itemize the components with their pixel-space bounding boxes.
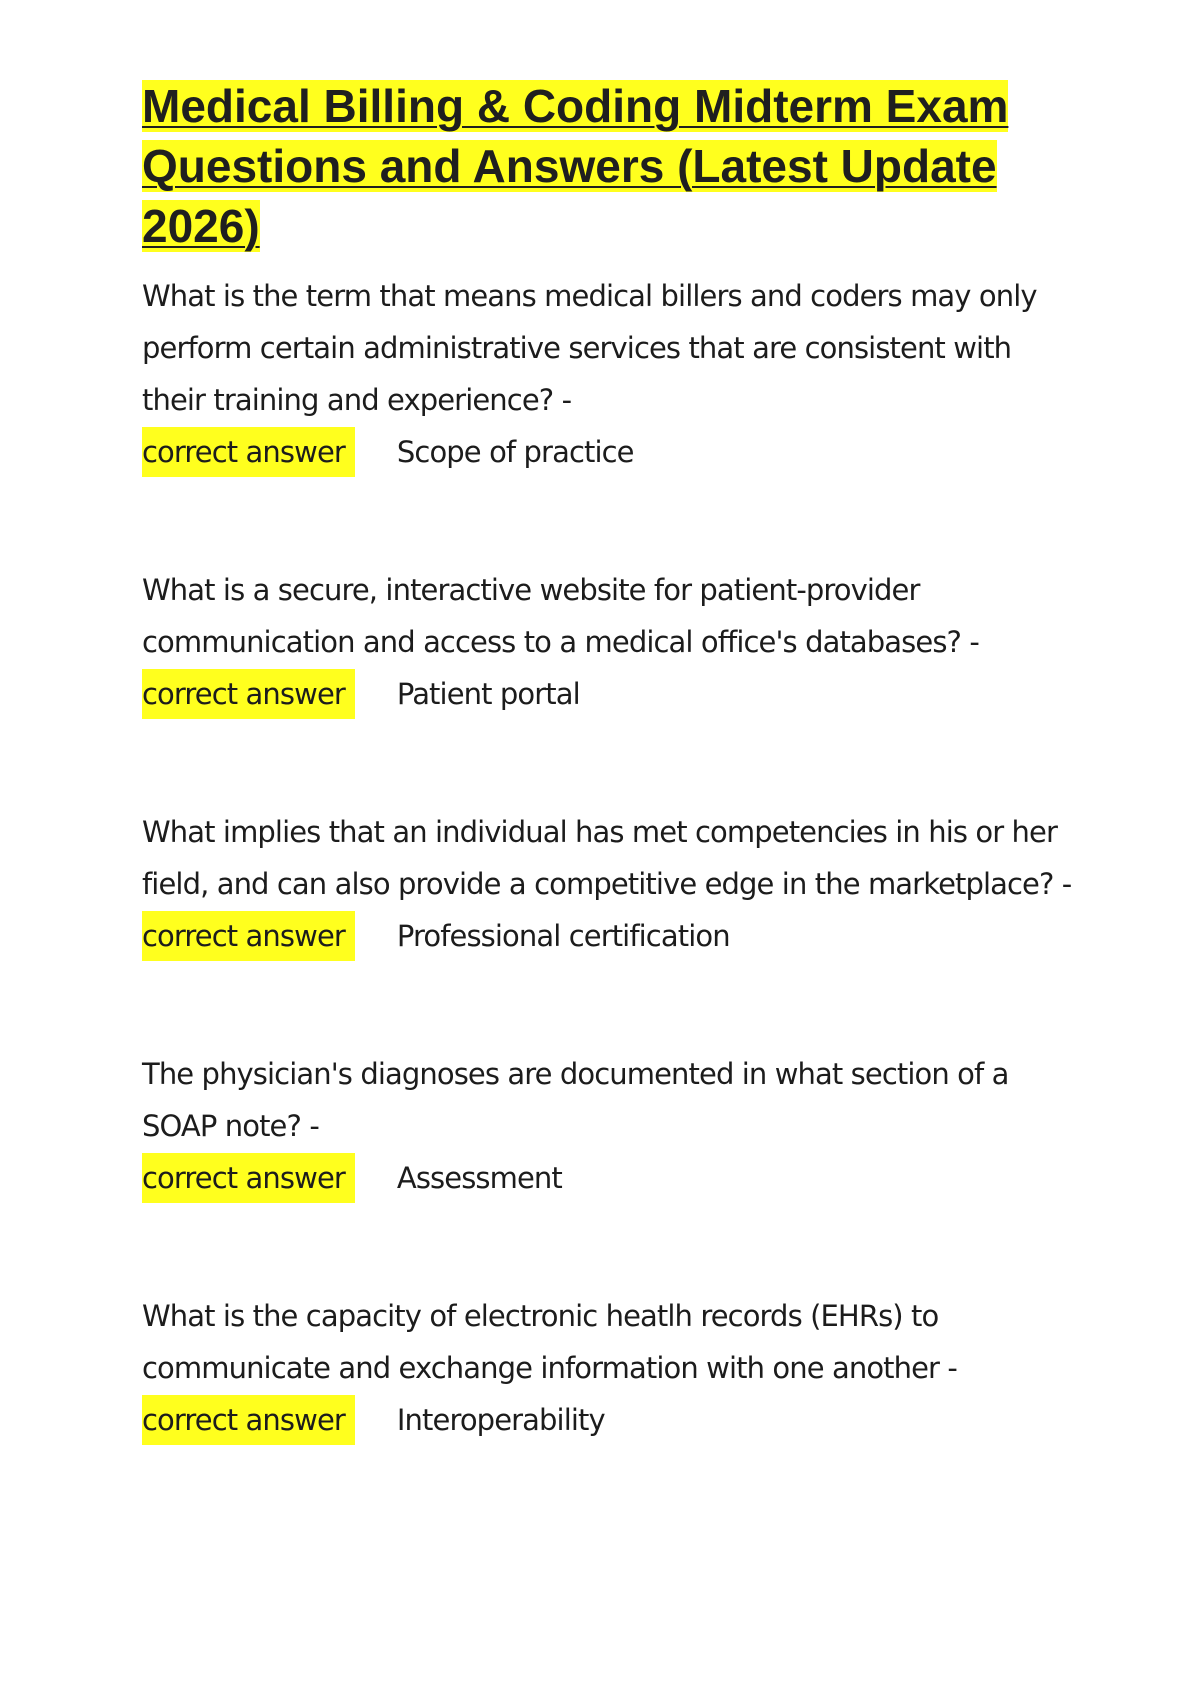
answer-text: Scope of practice [396,435,634,469]
question-text: What is a secure, interactive website for patient-provider communication and access to a medical office's databases? - [142,573,979,659]
page-title [142,76,1072,256]
answer-text: Assessment [396,1161,562,1195]
answer-line [142,1394,1072,1446]
qa-item [142,1290,1072,1446]
correct-answer-label: correct answer [142,1153,355,1203]
answer-text: Professional certification [396,919,730,953]
correct-answer-label: correct answer [142,427,355,477]
question-text: What implies that an individual has met competencies in his or her field, and can also provide a competitive edge in the marketplace? - [142,815,1072,901]
qa-item [142,1048,1072,1204]
page-title-text: Medical Billing & Coding Midterm Exam Questions and Answers (Latest Update 2026) [142,80,1009,252]
question-text: What is the term that means medical billers and coders may only perform certain administrative services that are consistent with their training and experience? - [142,279,1037,417]
qa-item [142,806,1072,962]
answer-line [142,1152,1072,1204]
answer-line [142,668,1072,720]
correct-answer-label: correct answer [142,911,355,961]
qa-item [142,564,1072,720]
answer-text: Patient portal [396,677,580,711]
question-text: The physician's diagnoses are documented in what section of a SOAP note? - [142,1057,1009,1143]
answer-line [142,426,1072,478]
answer-line [142,910,1072,962]
qa-item [142,270,1072,478]
question-text: What is the capacity of electronic heatlh records (EHRs) to communicate and exchange information with one another - [142,1299,957,1385]
correct-answer-label: correct answer [142,669,355,719]
qa-list [142,270,1072,1446]
document-content [142,76,1072,1532]
answer-text: Interoperability [396,1403,605,1437]
correct-answer-label: correct answer [142,1395,355,1445]
